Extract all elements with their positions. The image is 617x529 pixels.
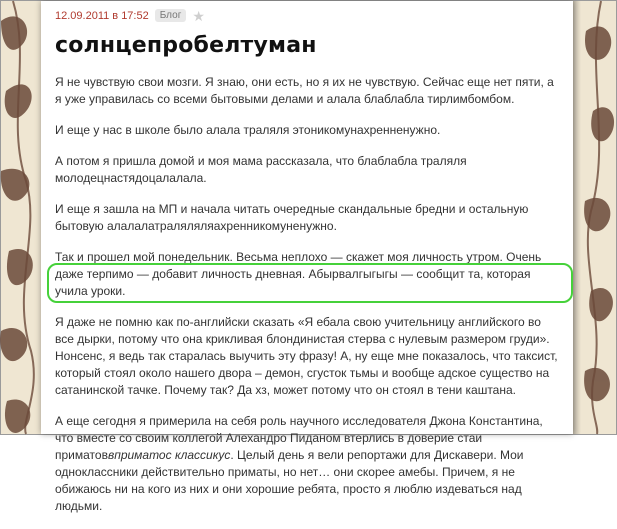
paragraph-text: А еще сегодня я примерила на себя роль научного исследователя Джона Константина, что вместе со своим коллегой Алехандро Пиданом втерлись в доверие стаи приматов bbox=[55, 414, 543, 462]
post-date[interactable]: 12.09.2011 в 17:52 bbox=[55, 9, 149, 22]
paragraph-highlighted: Я даже не помню как по-английски сказать «Я ебала свою учительницу английского во все дырки, потому что она крикливая блондинистая стерва с нулевым размером груди». Нонсенс, я ведь так старалась выучить эту фразу! А, ну еще мне показалось, что таксист, который стоял около нашего двора – демон, сгусток тьмы и вообще адское существо на сатанинской тачке. Почему так? Да хз, может потому что он стоял в тени каштана. bbox=[55, 315, 558, 397]
paragraph-text: . Целый день я вели репортажи для Дискавери. Мои одноклассники действительно приматы, но нет… они скорее амебы. Причем, я не обижаюсь ни на кого из них и они хорошие ребята, просто я люблю издеваться над людьми. bbox=[55, 448, 524, 513]
post-tag[interactable]: Блог bbox=[155, 9, 187, 22]
post-title[interactable]: солнцепробелтуман bbox=[55, 33, 317, 58]
blog-post bbox=[41, 1, 573, 513]
post-shadow bbox=[573, 1, 581, 434]
paragraph-italic: вприматос классикус bbox=[107, 448, 231, 462]
paragraph: Так и прошел мой понедельник. Весьма неплохо — скажет моя личность утром. Очень даже терпимо — добавит личность дневная. Абырвалгыгыгы — сообщит та, которая учила уроки. bbox=[55, 250, 542, 298]
paragraph bbox=[55, 413, 561, 515]
star-icon[interactable]: ★ bbox=[192, 7, 205, 24]
highlight-annotation bbox=[47, 263, 573, 303]
paragraph: Я не чувствую свои мозги. Я знаю, они есть, но я их не чувствую. Сейчас еще нет пяти, а я уже управилась со всеми бытовыми делами и алала блаблабла тирлимбомбом. bbox=[55, 75, 554, 106]
paragraph: И еще у нас в школе было алала траляля этоникомунахренненужно. bbox=[55, 123, 441, 137]
post-meta bbox=[55, 9, 205, 22]
paragraph: И еще я зашла на МП и начала читать очередные скандальные бредни и остальную бытовую алалалатраляляляахренникомуненужно. bbox=[55, 202, 529, 233]
paragraph: А потом я пришла домой и моя мама рассказала, что блаблабла траляля молодецнастядоцалалала. bbox=[55, 154, 467, 185]
